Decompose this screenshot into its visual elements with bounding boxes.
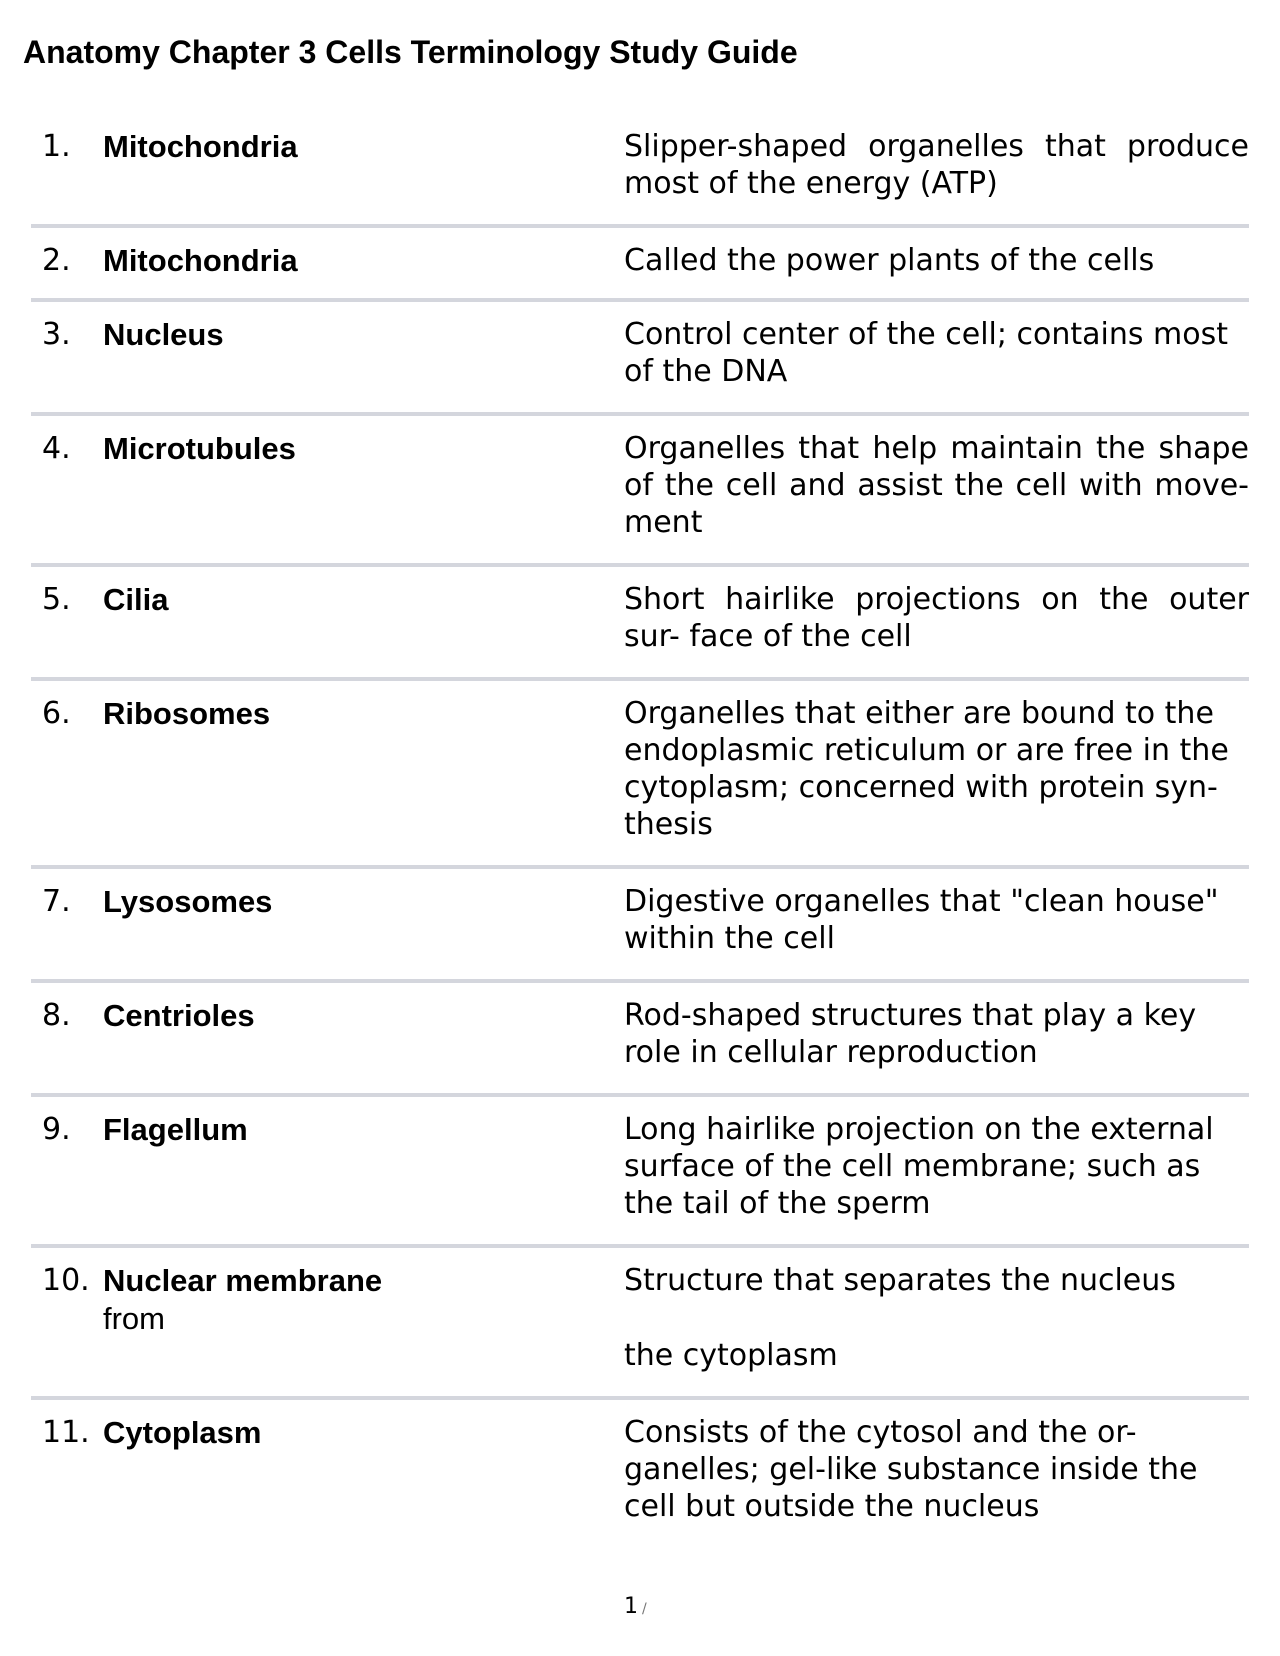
term-row xyxy=(31,128,1249,228)
term-cell xyxy=(103,1262,624,1374)
term-name: Cilia xyxy=(103,582,169,617)
term-number: 10. xyxy=(42,1263,90,1298)
term-cell xyxy=(103,581,624,655)
term-list xyxy=(31,128,1249,1561)
term-name: Centrioles xyxy=(103,998,255,1033)
page-title: Anatomy Chapter 3 Cells Terminology Study Guide xyxy=(23,34,798,70)
term-number: 9. xyxy=(42,1112,71,1147)
term-number: 11. xyxy=(42,1415,90,1450)
term-row xyxy=(31,316,1249,416)
term-name: Nuclear membrane xyxy=(103,1263,383,1298)
term-cell xyxy=(103,997,624,1071)
term-cell xyxy=(103,430,624,541)
term-definition: Digestive organelles that "clean house" within the cell xyxy=(624,884,1219,956)
term-row xyxy=(31,581,1249,681)
term-name: Mitochondria xyxy=(103,243,298,278)
term-definition: Short hairlike projections on the outer sur- face of the cell xyxy=(624,582,1249,654)
term-row xyxy=(31,695,1249,869)
term-number: 4. xyxy=(42,431,71,466)
term-cell xyxy=(103,316,624,390)
term-row xyxy=(31,1262,1249,1400)
term-name: Nucleus xyxy=(103,317,224,352)
term-definition: Rod-shaped structures that play a key role in cellular reproduction xyxy=(624,998,1197,1070)
term-cell xyxy=(103,1414,624,1525)
term-number: 1. xyxy=(42,129,71,164)
term-row xyxy=(31,1111,1249,1248)
page-separator: / xyxy=(642,1601,647,1617)
term-continuation: from xyxy=(103,1301,165,1336)
term-definition: Control center of the cell; contains most of the DNA xyxy=(624,317,1229,389)
term-name: Mitochondria xyxy=(103,129,298,164)
term-definition: Called the power plants of the cells xyxy=(624,243,1155,278)
term-number: 3. xyxy=(42,317,71,352)
term-number: 5. xyxy=(42,582,71,617)
term-definition: Consists of the cytosol and the or- ganelles; gel-like substance inside the cell but outside the nucleus xyxy=(624,1415,1198,1524)
term-cell xyxy=(103,1111,624,1222)
term-name: Flagellum xyxy=(103,1112,248,1147)
term-definition: Organelles that help maintain the shape of the cell and assist the cell with move- ment xyxy=(624,431,1249,540)
term-row xyxy=(31,883,1249,983)
term-cell xyxy=(103,883,624,957)
term-number: 6. xyxy=(42,696,71,731)
term-definition: Slipper-shaped organelles that produce most of the energy (ATP) xyxy=(624,129,1249,201)
term-definition-continuation: the cytoplasm xyxy=(624,1338,838,1373)
page-number-value: 1 xyxy=(624,1594,638,1619)
term-name: Microtubules xyxy=(103,431,296,466)
term-name: Cytoplasm xyxy=(103,1415,262,1450)
term-row xyxy=(31,1414,1249,1547)
term-row xyxy=(31,430,1249,567)
term-number: 2. xyxy=(42,243,71,278)
term-definition: Organelles that either are bound to the endoplasmic reticulum or are free in the cytoplasm; concerned with protein syn- thesis xyxy=(624,696,1229,842)
term-definition-cell xyxy=(624,1262,1249,1374)
page-number xyxy=(624,1594,647,1622)
term-row xyxy=(31,242,1249,302)
term-definition: Structure that separates the nucleus xyxy=(624,1263,1176,1298)
term-cell xyxy=(103,242,624,280)
term-row xyxy=(31,997,1249,1097)
term-definition: Long hairlike projection on the external surface of the cell membrane; such as the tail of the sperm xyxy=(624,1112,1214,1221)
term-cell xyxy=(103,128,624,202)
term-number: 7. xyxy=(42,884,71,919)
term-name: Lysosomes xyxy=(103,884,273,919)
term-number: 8. xyxy=(42,998,71,1033)
term-name: Ribosomes xyxy=(103,696,271,731)
term-cell xyxy=(103,695,624,843)
